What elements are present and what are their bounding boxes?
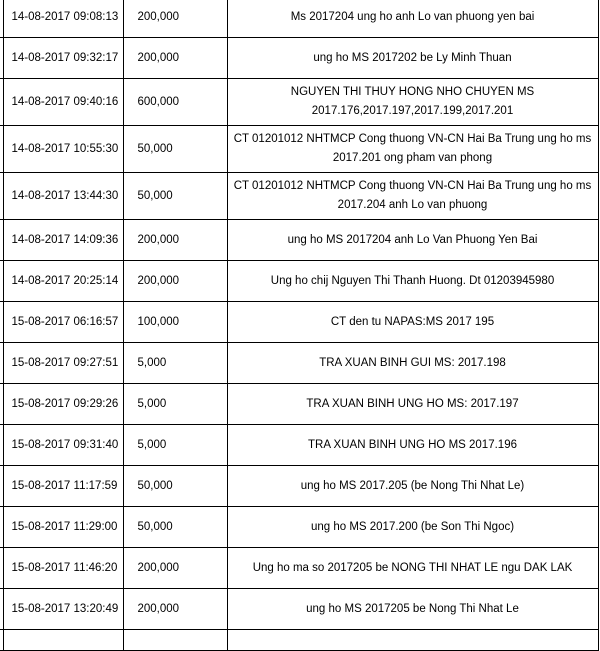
transaction-amount-cell: 200,000: [123, 261, 227, 302]
transaction-description-cell: Ms 2017204 ung ho anh Lo van phuong yen bai: [227, 0, 598, 38]
transaction-amount-cell: 5,000: [123, 384, 227, 425]
table-row: [0, 0, 598, 38]
transaction-amount-cell: 200,000: [123, 548, 227, 589]
transaction-date-cell: 14-08-2017 20:25:14: [3, 261, 123, 302]
transaction-amount-cell: 200,000: [123, 589, 227, 630]
table-row: [0, 630, 598, 651]
transaction-date-cell: 14-08-2017 14:09:36: [3, 220, 123, 261]
transaction-description-cell: Ung ho chij Nguyen Thi Thanh Huong. Dt 01203945980: [227, 261, 598, 302]
transaction-amount-cell: 5,000: [123, 425, 227, 466]
transaction-description-cell: CT 01201012 NHTMCP Cong thuong VN-CN Hai Ba Trung ung ho ms 2017.204 anh Lo van phuong: [227, 173, 598, 220]
transaction-amount-cell: 50,000: [123, 507, 227, 548]
table-row: [0, 261, 598, 302]
transaction-description-cell: ung ho MS 2017205 be Nong Thi Nhat Le: [227, 589, 598, 630]
transaction-amount-cell: 50,000: [123, 126, 227, 173]
transaction-description-cell: TRA XUAN BINH UNG HO MS: 2017.197: [227, 384, 598, 425]
transaction-date-cell: 14-08-2017 13:44:30: [3, 173, 123, 220]
transaction-date-cell: 14-08-2017 09:32:17: [3, 38, 123, 79]
transaction-date-cell: 15-08-2017 09:31:40: [3, 425, 123, 466]
transaction-description-cell: TRA XUAN BINH UNG HO MS 2017.196: [227, 425, 598, 466]
transaction-amount-cell: 200,000: [123, 220, 227, 261]
transaction-date-cell: [3, 630, 123, 651]
table-row: [0, 548, 598, 589]
transaction-date-cell: 15-08-2017 13:20:49: [3, 589, 123, 630]
transaction-amount-cell: 50,000: [123, 466, 227, 507]
transaction-description-cell: [227, 630, 598, 651]
transaction-description-cell: ung ho MS 2017.205 (be Nong Thi Nhat Le): [227, 466, 598, 507]
transaction-date-cell: 14-08-2017 10:55:30: [3, 126, 123, 173]
transaction-date-cell: 15-08-2017 11:17:59: [3, 466, 123, 507]
transaction-description-cell: ung ho MS 2017204 anh Lo Van Phuong Yen Bai: [227, 220, 598, 261]
transaction-date-cell: 15-08-2017 09:29:26: [3, 384, 123, 425]
table-row: [0, 343, 598, 384]
transaction-amount-cell: 5,000: [123, 343, 227, 384]
transaction-amount-cell: [123, 630, 227, 651]
transaction-date-cell: 15-08-2017 11:29:00: [3, 507, 123, 548]
transaction-description-cell: CT 01201012 NHTMCP Cong thuong VN-CN Hai Ba Trung ung ho ms 2017.201 ong pham van phong: [227, 126, 598, 173]
table-row: [0, 173, 598, 220]
table-row: [0, 79, 598, 126]
table-row: [0, 425, 598, 466]
transaction-date-cell: 15-08-2017 09:27:51: [3, 343, 123, 384]
transaction-amount-cell: 100,000: [123, 302, 227, 343]
table-row: [0, 384, 598, 425]
transaction-amount-cell: 200,000: [123, 0, 227, 38]
transaction-amount-cell: 200,000: [123, 38, 227, 79]
transaction-description-cell: NGUYEN THI THUY HONG NHO CHUYEN MS 2017.176,2017.197,2017.199,2017.201: [227, 79, 598, 126]
table-row: [0, 126, 598, 173]
transaction-amount-cell: 600,000: [123, 79, 227, 126]
table-row: [0, 220, 598, 261]
table-row: [0, 507, 598, 548]
transaction-date-cell: 15-08-2017 06:16:57: [3, 302, 123, 343]
transaction-date-cell: 14-08-2017 09:40:16: [3, 79, 123, 126]
transaction-amount-cell: 50,000: [123, 173, 227, 220]
table-row: [0, 38, 598, 79]
transaction-date-cell: 14-08-2017 09:08:13: [3, 0, 123, 38]
transaction-description-cell: ung ho MS 2017202 be Ly Minh Thuan: [227, 38, 598, 79]
transaction-description-cell: Ung ho ma so 2017205 be NONG THI NHAT LE ngu DAK LAK: [227, 548, 598, 589]
transaction-description-cell: CT den tu NAPAS:MS 2017 195: [227, 302, 598, 343]
transaction-date-cell: 15-08-2017 11:46:20: [3, 548, 123, 589]
transaction-description-cell: TRA XUAN BINH GUI MS: 2017.198: [227, 343, 598, 384]
table-row: [0, 302, 598, 343]
transaction-description-cell: ung ho MS 2017.200 (be Son Thi Ngoc): [227, 507, 598, 548]
table-row: [0, 466, 598, 507]
